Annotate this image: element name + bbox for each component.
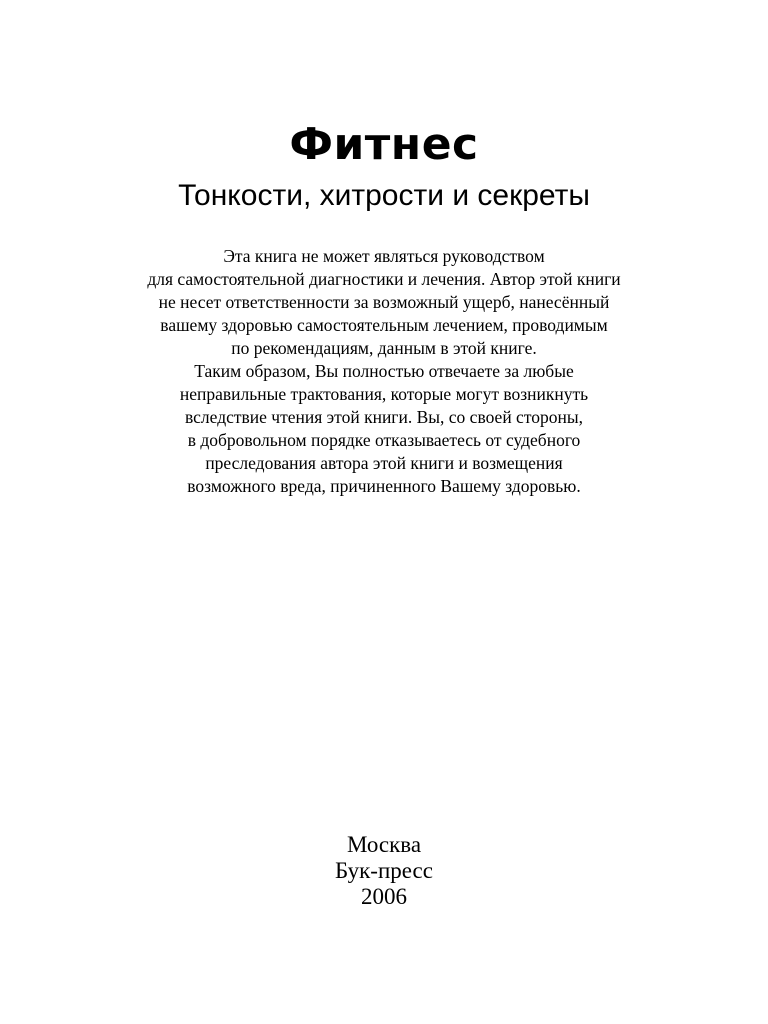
disclaimer-line: преследования автора этой книги и возмещения	[205, 453, 563, 473]
disclaimer-line: вашему здоровью самостоятельным лечением, проводимым	[160, 315, 608, 335]
imprint-year: 2006	[361, 884, 407, 909]
disclaimer-line: Эта книга не может являться руководством	[223, 246, 545, 266]
disclaimer-line: неправильные трактования, которые могут возникнуть	[179, 384, 589, 404]
book-subtitle: Тонкости, хитрости и секреты	[178, 179, 590, 212]
imprint-publisher: Бук-пресс	[335, 858, 433, 883]
disclaimer-text	[60, 245, 708, 498]
disclaimer-line: в добровольном порядке отказываетесь от судебного	[187, 430, 581, 450]
imprint-city: Москва	[346, 832, 422, 857]
disclaimer-line: для самостоятельной диагностики и лечения. Автор этой книги	[147, 269, 621, 289]
disclaimer-line: не несет ответственности за возможный ущерб, нанесённый	[158, 292, 610, 312]
imprint	[0, 832, 768, 910]
disclaimer-line: вследствие чтения этой книги. Вы, со своей стороны,	[185, 407, 583, 427]
disclaimer-line: по рекомендациям, данным в этой книге.	[231, 338, 537, 358]
disclaimer-line: Таким образом, Вы полностью отвечаете за любые	[194, 361, 574, 381]
disclaimer-line: возможного вреда, причиненного Вашему здоровью.	[187, 476, 581, 496]
book-title: Фитнес	[289, 119, 479, 170]
